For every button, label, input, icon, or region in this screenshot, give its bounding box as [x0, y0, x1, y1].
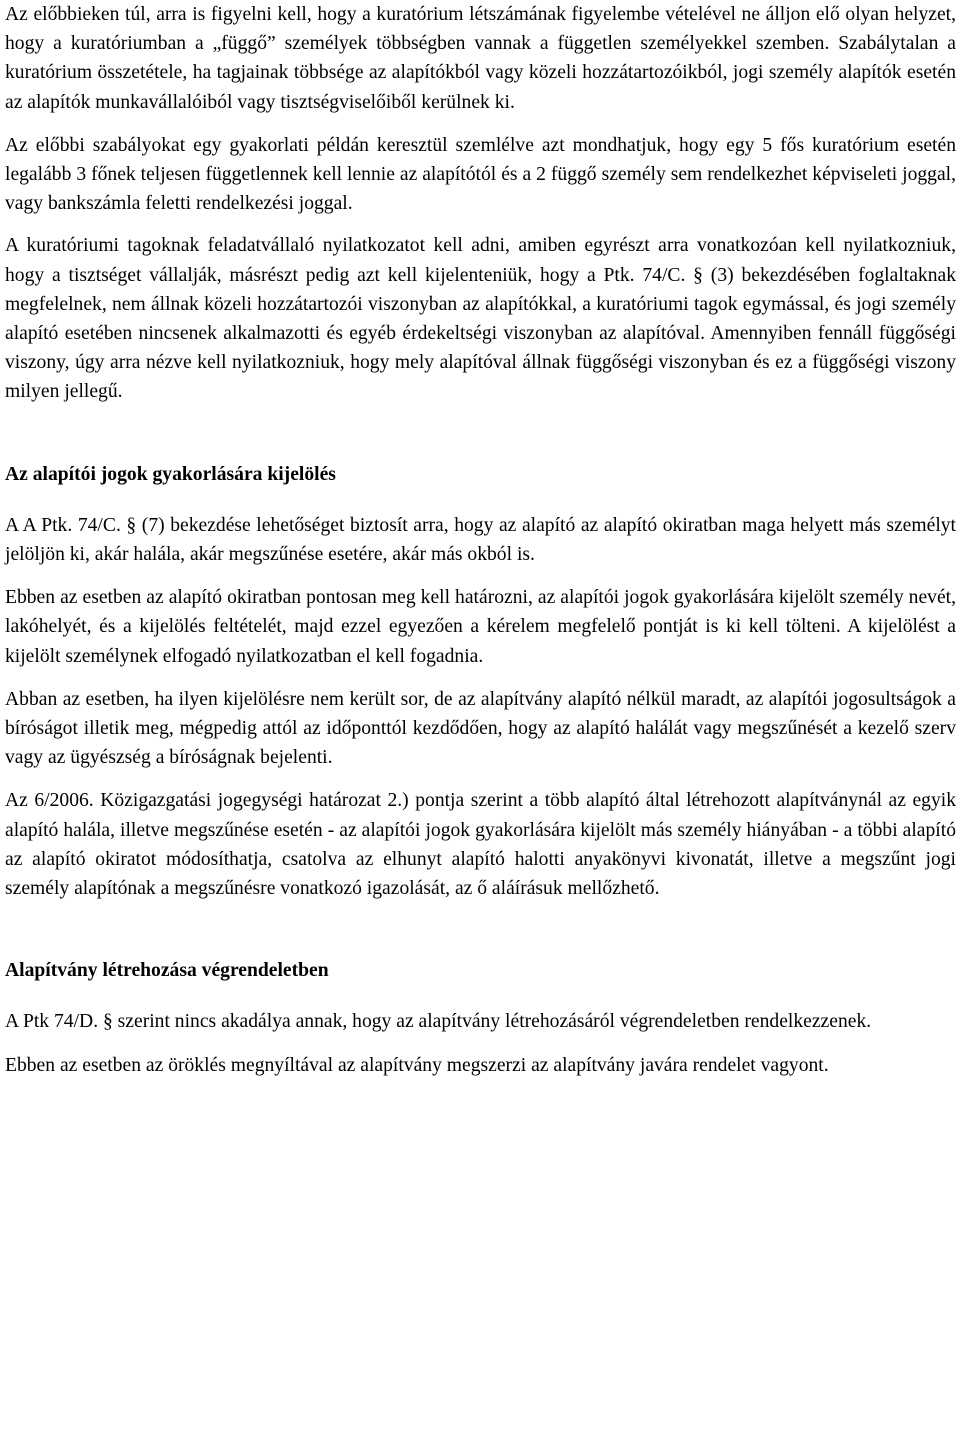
paragraph-member-declaration: A kuratóriumi tagoknak feladatvállaló nyilatkozatot kell adni, amiben egyrészt arra vonatkozóan kell nyilatkozniuk, hogy a tisztséget vállalják, másrészt pedig azt kell kijelenteniük, hogy a Ptk. 74/C. § (3) bekezdésében foglaltaknak megfelelnek, nem állnak közeli hozzátartozói viszonyban az alapítókkal, a kuratóriumi tagok egymással, és jogi személy alapító esetében nincsenek alkalmazotti és egyéb érdekeltségi viszonyban az alapítóval. Amennyiben fennáll függőségi viszony, úgy arra nézve kell nyilatkozniuk, hogy mely alapítóval állnak függőségi viszonyban és ez a függőségi viszony milyen jellegű.: [5, 235, 956, 403]
paragraph-ptk-74c-7: A A Ptk. 74/C. § (7) bekezdése lehetőséget biztosít arra, hogy az alapító az alapító okiratban maga helyett más személyt jelöljön ki, akár halála, akár megszűnése esetére, akár más okból is.: [5, 514, 956, 566]
paragraph-jogegysegi-hatarozat: Az 6/2006. Közigazgatási jogegységi határozat 2.) pontja szerint a több alapító által létrehozott alapítványnál az egyik alapító halála, illetve megszűnése esetén - az alapítói jogok gyakorlására kijelölt más személy hiányában - a többi alapító az alapító okiratot módosíthatja, csatolva az elhunyt alapító halotti anyakönyvi kivonatát, illetve a megszűnt jogi személy alapítónak a megszűnésre vonatkozó igazolását, az ő aláírásuk mellőzhető.: [5, 790, 956, 900]
paragraph-no-designation: Abban az esetben, ha ilyen kijelölésre nem került sor, de az alapítvány alapító nélkül maradt, az alapítói jogosultságok a bíróságot illetik meg, mégpedig attól az időponttól kezdődően, hogy az alapító halálát vagy megszűnését a kezelő szerv vagy az ügyészség a bíróságnak bejelenti.: [5, 688, 956, 769]
heading-foundation-by-will: Alapítvány létrehozása végrendeletben: [5, 960, 329, 982]
paragraph-curatorium-composition: Az előbbieken túl, arra is figyelni kell, hogy a kuratórium létszámának figyelembe vételével ne álljon elő olyan helyzet, hogy a kuratóriumban a „függő” személyek többségben vannak a független személyekkel szemben. Szabálytalan a kuratórium összetétele, ha tagjainak többsége az alapítókból vagy közeli hozzátartozóikból, jogi személy alapítók esetén az alapítók munkavállalóiból vagy tisztségviselőiből kerülnek ki.: [5, 4, 956, 113]
document-page: [5, 0, 956, 1080]
paragraph-ptk-74d: A Ptk 74/D. § szerint nincs akadálya annak, hogy az alapítvány létrehozásáról végrendeletben rendelkezzenek.: [5, 1011, 872, 1033]
paragraph-inheritance: Ebben az esetben az öröklés megnyíltával az alapítvány megszerzi az alapítvány javára rendelet vagyont.: [5, 1054, 829, 1076]
paragraph-practical-example: Az előbbi szabályokat egy gyakorlati példán keresztül szemlélve azt mondhatjuk, hogy egy 5 fős kuratórium esetén legalább 3 főnek teljesen függetlennek kell lennie az alapítótól és a 2 függő személy sem rendelkezhet képviseleti joggal, vagy bankszámla feletti rendelkezési joggal.: [5, 134, 956, 215]
heading-founder-rights-designation: Az alapítói jogok gyakorlására kijelölés: [5, 463, 336, 485]
paragraph-designation-details: Ebben az esetben az alapító okiratban pontosan meg kell határozni, az alapítói jogok gyakorlására kijelölt személy nevét, lakóhelyét, és a kijelölés feltételét, majd ezzel egyezően a kérelem megfelelő pontját is ki kell tölteni. A kijelölést a kijelölt személynek elfogadó nyilatkozatban el kell fogadnia.: [5, 587, 956, 667]
